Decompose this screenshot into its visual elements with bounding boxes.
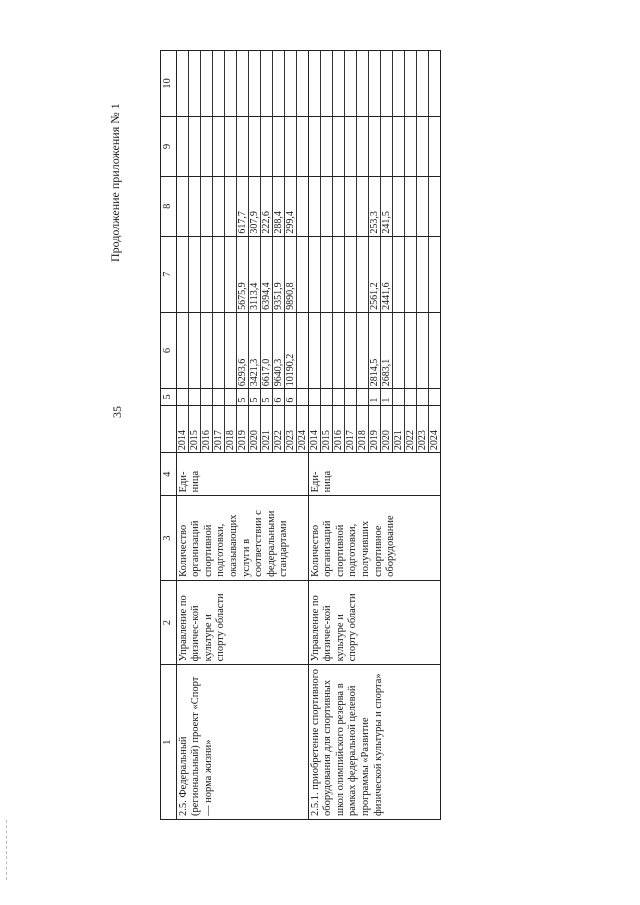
cell-c5 <box>308 389 440 405</box>
rotated-table-wrapper <box>160 50 640 820</box>
value-c5: 6 <box>273 389 285 404</box>
value-c9 <box>369 117 381 176</box>
header-row <box>161 51 177 820</box>
value-c9 <box>225 117 237 176</box>
value-c5: 5 <box>237 389 249 404</box>
year-label: 2016 <box>201 406 213 452</box>
program-table <box>160 50 441 820</box>
value-c6: 6617,0 <box>261 313 273 388</box>
value-c7 <box>297 237 308 312</box>
cell-c3: Количество организаций спортивной подготовки, оказывающих услуги в соответствии с федеральными стандартами <box>176 496 308 581</box>
year-label: 2017 <box>213 406 225 452</box>
value-c8 <box>309 177 321 236</box>
value-c9 <box>249 117 261 176</box>
value-c7 <box>333 237 345 312</box>
value-c7 <box>309 237 321 312</box>
value-c5 <box>393 389 405 404</box>
value-c7 <box>201 237 213 312</box>
year-label: 2017 <box>345 406 357 452</box>
value-c7 <box>405 237 417 312</box>
cell-c1: 2.5. Федеральный (региональный) проект «Спорт — норма жизни» <box>176 665 308 820</box>
value-c7 <box>429 237 440 312</box>
value-c8: 253,3 <box>369 177 381 236</box>
cell-c1: 2.5.1. приобретение спортивного оборудования для спортивных школ олимпийского резерва в рамках федеральной целевой программы «Развитие физической культуры и спорта» <box>308 665 440 820</box>
value-c7 <box>345 237 357 312</box>
value-c8 <box>321 177 333 236</box>
value-c5 <box>321 389 333 404</box>
value-c10 <box>189 51 201 116</box>
table-row <box>176 51 308 820</box>
cell-years <box>176 405 308 452</box>
value-c8 <box>405 177 417 236</box>
value-c6 <box>309 313 321 388</box>
value-c8: 299,4 <box>285 177 297 236</box>
col-header-6: 6 <box>161 312 177 388</box>
year-label: 2023 <box>417 406 429 452</box>
cell-c10 <box>176 51 308 117</box>
year-label: 2018 <box>225 406 237 452</box>
value-c8 <box>393 177 405 236</box>
value-c7 <box>321 237 333 312</box>
year-label: 2015 <box>189 406 201 452</box>
cell-c4: Еди-ница <box>308 453 440 496</box>
value-c9 <box>321 117 333 176</box>
cell-c7 <box>308 236 440 312</box>
cell-c2: Управление по физичес-кой культуре и спорту области <box>308 580 440 665</box>
value-c5 <box>189 389 201 404</box>
year-label: 2015 <box>321 406 333 452</box>
value-c8 <box>201 177 213 236</box>
value-c10 <box>309 51 321 116</box>
value-c5 <box>405 389 417 404</box>
value-c5 <box>201 389 213 404</box>
value-c8 <box>357 177 369 236</box>
value-c6 <box>321 313 333 388</box>
value-c5 <box>177 389 189 404</box>
value-c7: 2441,6 <box>381 237 393 312</box>
value-c7: 5675,9 <box>237 237 249 312</box>
value-c10 <box>345 51 357 116</box>
col-header-5: 5 <box>161 389 177 405</box>
year-label: 2018 <box>357 406 369 452</box>
value-c9 <box>177 117 189 176</box>
value-c8: 241,5 <box>381 177 393 236</box>
value-c9 <box>333 117 345 176</box>
value-c5 <box>213 389 225 404</box>
value-c7 <box>225 237 237 312</box>
value-c10 <box>393 51 405 116</box>
cell-c8 <box>308 176 440 236</box>
year-label: 2022 <box>405 406 417 452</box>
value-c5 <box>429 389 440 404</box>
value-c6: 9640,3 <box>273 313 285 388</box>
value-c10 <box>369 51 381 116</box>
value-c10 <box>225 51 237 116</box>
col-header-7: 7 <box>161 236 177 312</box>
value-c8 <box>429 177 440 236</box>
value-c8 <box>297 177 308 236</box>
value-c5 <box>333 389 345 404</box>
cell-c6 <box>176 312 308 388</box>
cell-c4: Еди-ница <box>176 453 308 496</box>
cell-c3: Количество организаций спортивной подготовки, получивших спортивное оборудование <box>308 496 440 581</box>
margin-marks <box>6 820 8 880</box>
year-label: 2014 <box>177 406 189 452</box>
value-c6 <box>405 313 417 388</box>
year-label: 2016 <box>333 406 345 452</box>
value-c9 <box>189 117 201 176</box>
value-c5 <box>309 389 321 404</box>
col-header-3: 3 <box>161 496 177 581</box>
table-row <box>308 51 440 820</box>
value-c9 <box>357 117 369 176</box>
value-c5 <box>297 389 308 404</box>
value-c7: 9890,8 <box>285 237 297 312</box>
year-label: 2021 <box>261 406 273 452</box>
value-c9 <box>393 117 405 176</box>
value-c10 <box>405 51 417 116</box>
value-c10 <box>201 51 213 116</box>
col-header-8: 8 <box>161 176 177 236</box>
value-c6 <box>213 313 225 388</box>
value-c6 <box>201 313 213 388</box>
value-c10 <box>237 51 249 116</box>
value-c5 <box>345 389 357 404</box>
year-label: 2024 <box>296 430 308 451</box>
col-header-2: 2 <box>161 580 177 665</box>
value-c9 <box>261 117 273 176</box>
value-c9 <box>345 117 357 176</box>
value-c7 <box>393 237 405 312</box>
value-c5 <box>225 389 237 404</box>
year-label: 2021 <box>393 406 405 452</box>
value-c8: 222,6 <box>261 177 273 236</box>
value-c7 <box>177 237 189 312</box>
value-c6 <box>393 313 405 388</box>
value-c5: 5 <box>249 389 261 404</box>
year-label: 2020 <box>249 406 261 452</box>
value-c10 <box>429 51 440 116</box>
year-label: 2023 <box>285 406 297 452</box>
value-c5: 5 <box>261 389 273 404</box>
value-c7 <box>213 237 225 312</box>
value-c9 <box>285 117 297 176</box>
value-c9 <box>273 117 285 176</box>
value-c6: 3421,3 <box>249 313 261 388</box>
value-c8 <box>177 177 189 236</box>
col-header-9: 9 <box>161 117 177 177</box>
value-c8 <box>213 177 225 236</box>
value-c8 <box>333 177 345 236</box>
value-c8: 288,4 <box>273 177 285 236</box>
cell-c9 <box>176 117 308 177</box>
cell-c7 <box>176 236 308 312</box>
value-c6 <box>297 313 308 388</box>
value-c9 <box>309 117 321 176</box>
value-c9 <box>237 117 249 176</box>
value-c9 <box>213 117 225 176</box>
value-c6 <box>177 313 189 388</box>
value-c8 <box>189 177 201 236</box>
value-c7 <box>357 237 369 312</box>
value-c9 <box>297 117 308 176</box>
value-c6 <box>333 313 345 388</box>
value-c9 <box>417 117 429 176</box>
cell-c8 <box>176 176 308 236</box>
cell-years <box>308 405 440 452</box>
col-header-1: 1 <box>161 665 177 820</box>
value-c9 <box>381 117 393 176</box>
value-c10 <box>285 51 297 116</box>
value-c7 <box>189 237 201 312</box>
value-c10 <box>249 51 261 116</box>
cell-c9 <box>308 117 440 177</box>
value-c10 <box>333 51 345 116</box>
cell-c10 <box>308 51 440 117</box>
year-label: 2020 <box>381 406 393 452</box>
value-c6 <box>417 313 429 388</box>
value-c6 <box>225 313 237 388</box>
value-c6 <box>429 313 440 388</box>
year-label: 2024 <box>428 430 440 451</box>
value-c5 <box>417 389 429 404</box>
value-c9 <box>405 117 417 176</box>
col-header-10: 10 <box>161 51 177 117</box>
cell-c6 <box>308 312 440 388</box>
value-c8 <box>417 177 429 236</box>
value-c10 <box>177 51 189 116</box>
value-c8 <box>225 177 237 236</box>
value-c8: 617,7 <box>237 177 249 236</box>
value-c8: 307,9 <box>249 177 261 236</box>
value-c6 <box>357 313 369 388</box>
year-label: 2022 <box>273 406 285 452</box>
value-c10 <box>273 51 285 116</box>
year-label: 2019 <box>369 406 381 452</box>
value-c5: 1 <box>369 389 381 404</box>
page-number: 35 <box>110 406 124 418</box>
value-c9 <box>201 117 213 176</box>
value-c6 <box>345 313 357 388</box>
cell-c5 <box>176 389 308 405</box>
value-c7: 2561,2 <box>369 237 381 312</box>
value-c7: 9351,9 <box>273 237 285 312</box>
col-header-years <box>161 405 177 452</box>
value-c5: 6 <box>285 389 297 404</box>
year-label: 2019 <box>237 406 249 452</box>
value-c10 <box>381 51 393 116</box>
value-c6: 2683,1 <box>381 313 393 388</box>
value-c7: 3113,4 <box>249 237 261 312</box>
value-c10 <box>321 51 333 116</box>
value-c10 <box>357 51 369 116</box>
value-c6: 2814,5 <box>369 313 381 388</box>
value-c5: 1 <box>381 389 393 404</box>
value-c10 <box>297 51 308 116</box>
appendix-caption: Продолжение приложения № 1 <box>108 103 122 262</box>
value-c6: 6293,6 <box>237 313 249 388</box>
value-c7: 6394,4 <box>261 237 273 312</box>
value-c8 <box>345 177 357 236</box>
value-c5 <box>357 389 369 404</box>
value-c10 <box>261 51 273 116</box>
year-label: 2014 <box>309 406 321 452</box>
value-c6: 10190,2 <box>285 313 297 388</box>
cell-c2: Управление по физичес-кой культуре и спорту области <box>176 580 308 665</box>
value-c9 <box>429 117 440 176</box>
col-header-4: 4 <box>161 453 177 496</box>
value-c7 <box>417 237 429 312</box>
value-c10 <box>417 51 429 116</box>
value-c10 <box>213 51 225 116</box>
value-c6 <box>189 313 201 388</box>
